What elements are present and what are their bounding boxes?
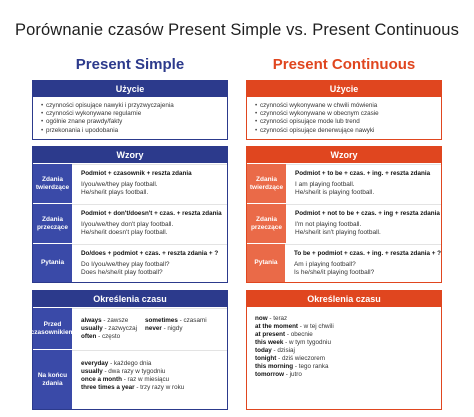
simple-time-header: Określenia czasu [33, 291, 227, 307]
continuous-time-list [247, 307, 441, 379]
simple-forms-section [32, 146, 228, 283]
list-item: usually - dwa razy w tygodniu [81, 368, 166, 375]
row-label: Pytania [247, 244, 285, 282]
row-label: Zdania przeczące [247, 204, 286, 243]
list-item: • czynności opisujące denerwujące nawyki [255, 127, 433, 135]
example: He/she/it is playing football. [295, 189, 375, 197]
example: Does he/she/it play football? [81, 269, 163, 277]
example: I'm not playing football. [295, 221, 362, 228]
example: Do I/you/we/they play football? [81, 261, 170, 268]
list-item: always - zawsze [81, 317, 129, 324]
list-item: three times a year - trzy razy w roku [81, 384, 185, 391]
table-row [247, 243, 441, 282]
example: Is he/she/it playing football? [293, 269, 375, 277]
present-continuous-title: Present Continuous [272, 56, 416, 73]
row-label: Na końcu zdania [33, 350, 72, 409]
row-label: Zdania przeczące [33, 204, 72, 243]
simple-forms-header: Wzory [33, 147, 227, 163]
list-item: • ogólnie znane prawdy/fakty [41, 118, 219, 126]
list-item: at the moment - w tej chwili [255, 323, 334, 330]
list-item: • czynności wykonywane regularnie [41, 110, 219, 118]
row-label: Zdania twierdzące [247, 164, 286, 203]
table-row [33, 203, 227, 243]
list-item: • czynności opisujące nawyki i przyzwyczajenia [41, 102, 219, 110]
formula: Do/does + podmiot + czas. + reszta zdania + ? [81, 250, 219, 257]
list-item: now - teraz [255, 315, 288, 322]
example: He/she/it isn't playing football. [295, 229, 381, 237]
example: I am playing football. [295, 181, 355, 188]
table-row [33, 163, 227, 203]
table-row [30, 307, 227, 349]
example: I/you/we/they play football. [81, 181, 158, 188]
formula: Podmiot + not to be + czas. + ing + reszta zdania [295, 210, 440, 217]
list-item: • czynności opisujące mode lub trend [255, 118, 433, 126]
list-item: • przekonania i upodobania [41, 127, 219, 135]
list-item: • czynności wykonywane w chwili mówienia [255, 102, 433, 110]
list-item: everyday - każdego dnia [81, 360, 152, 367]
example: I/you/we/they don't play football. [81, 221, 174, 228]
example: He/she/it doesn't play football. [81, 229, 168, 237]
row-label: Pytania [33, 244, 72, 282]
simple-usage-header: Użycie [33, 81, 227, 97]
present-simple-title: Present Simple [75, 56, 185, 73]
table-row [33, 349, 227, 409]
simple-usage-section [32, 80, 228, 140]
continuous-time-section [246, 290, 442, 410]
list-item: today - dzisiaj [255, 347, 295, 354]
continuous-forms-section [246, 146, 442, 283]
continuous-usage-section [246, 80, 442, 140]
row-label: Przed czasownikiem [33, 308, 72, 349]
table-row [247, 163, 441, 203]
example: He/she/it plays football. [81, 189, 149, 197]
list-item: often - często [81, 333, 121, 340]
table-row [33, 243, 227, 282]
page-title: Porównanie czasów Present Simple vs. Present Continuous [15, 21, 459, 39]
present-simple-column [30, 54, 228, 391]
list-item: never - nigdy [145, 325, 183, 332]
list-item: this morning - tego ranka [255, 363, 329, 370]
example: Am i playing football? [293, 261, 356, 268]
list-item: at present - obecnie [255, 331, 313, 338]
present-continuous-column [246, 54, 442, 378]
continuous-usage-list [247, 97, 441, 135]
list-item: sometimes - czasami [145, 317, 207, 324]
continuous-forms-header: Wzory [247, 147, 441, 163]
list-item: usually - zazwyczaj [81, 325, 137, 332]
list-item: tomorrow - jutro [255, 371, 302, 378]
formula: Podmiot + czasownik + reszta zdania [81, 170, 192, 177]
continuous-usage-header: Użycie [247, 81, 441, 97]
formula: To be + podmiot + czas. + ing. + reszta zdania + ? [293, 250, 441, 257]
continuous-time-header: Określenia czasu [247, 291, 441, 307]
list-item: once a month - raz w miesiącu [81, 376, 170, 383]
list-item: this week - w tym tygodniu [255, 339, 331, 346]
simple-usage-list [33, 97, 227, 135]
table-row [247, 203, 441, 243]
row-label: Zdania twierdzące [33, 164, 72, 203]
simple-time-section [32, 290, 228, 410]
formula: Podmiot + don't/doesn't + czas. + reszta zdania [81, 210, 222, 217]
formula: Podmiot + to be + czas. + ing. + reszta zdania [295, 170, 431, 177]
list-item: tonight - dziś wieczorem [255, 355, 325, 362]
list-item: • czynności wykonywane w obecnym czasie [255, 110, 433, 118]
